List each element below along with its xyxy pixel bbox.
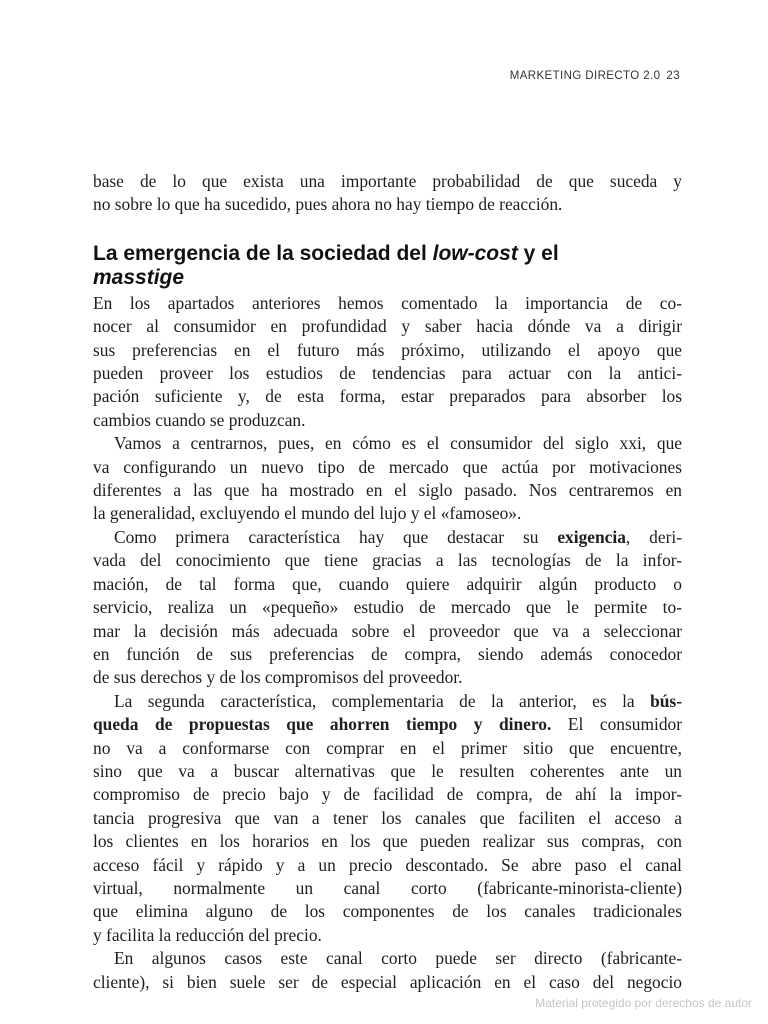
paragraph-2: [93, 432, 682, 526]
text-run: , deri-: [625, 526, 682, 547]
text-run: El consumidor: [551, 714, 682, 735]
running-head: [510, 70, 680, 82]
text-line: mación, de tal forma que, cuando quiere adquirir algún producto o: [93, 573, 682, 594]
text-line: sus preferencias en el futuro más próximo, utilizando el apoyo que: [93, 339, 682, 360]
text-line: no sobre lo que ha sucedido, pues ahora no hay tiempo de reacción.: [93, 194, 563, 215]
bold-text: queda de propuestas que ahorren tiempo y dinero.: [93, 714, 552, 735]
heading-italic-text: low-cost: [432, 241, 518, 265]
heading-text: La emergencia de la sociedad del: [93, 241, 433, 265]
text-line: tancia progresiva que van a tener los canales que faciliten el acceso a: [93, 807, 682, 828]
text-line: servicio, realiza un «pequeño» estudio de mercado que le permite to-: [93, 597, 682, 618]
copyright-watermark: Material protegido por derechos de autor: [535, 996, 752, 1010]
text-line: nocer al consumidor en profundidad y saber hacia dónde va a dirigir: [93, 316, 682, 337]
text-run: Como primera característica hay que destacar su: [114, 526, 558, 547]
text-line: base de lo que exista una importante probabilidad de que suceda y: [93, 171, 682, 191]
text-line: pación suficiente y, de esta forma, estar preparados para absorber los: [93, 386, 682, 407]
text-run: La segunda característica, complementaria de la anterior, es la: [114, 690, 651, 711]
text-line: mar la decisión más adecuada sobre el proveedor que va a seleccionar: [93, 620, 682, 641]
text-line: [93, 690, 682, 713]
text-line: En los apartados anteriores hemos comentado la importancia de co-: [93, 292, 682, 313]
text-line: virtual, normalmente un canal corto (fabricante-minorista-cliente): [93, 877, 682, 898]
text-line: y facilita la reducción del precio.: [93, 924, 322, 945]
text-line: cliente), si bien suele ser de especial aplicación en el caso del negocio: [93, 971, 682, 992]
text-line: la generalidad, excluyendo el mundo del lujo y el «famoseo».: [93, 503, 522, 524]
intro-paragraph: [93, 170, 682, 217]
text-line: va configurando un nuevo tipo de mercado que actúa por motivaciones: [93, 456, 682, 477]
text-line: compromiso de precio bajo y de facilidad de compra, de ahí la impor-: [93, 784, 682, 805]
text-line: Vamos a centrarnos, pues, en cómo es el consumidor del siglo xxi, que: [114, 433, 682, 454]
text-line: de sus derechos y de los compromisos del proveedor.: [93, 667, 463, 688]
heading-italic-text: masstige: [93, 265, 185, 289]
text-line: acceso fácil y rápido y a un precio descontado. Se abre paso el canal: [93, 854, 682, 875]
text-line: pueden proveer los estudios de tendencias para actuar con la antici-: [93, 363, 682, 384]
text-line: [93, 713, 682, 736]
text-line: en función de sus preferencias de compra, siendo además conocedor: [93, 643, 682, 664]
text-line: cambios cuando se produzcan.: [93, 409, 306, 430]
heading-text: y el: [517, 241, 559, 265]
section-heading: [93, 242, 682, 290]
bold-text: bús-: [650, 690, 682, 711]
text-line: diferentes a las que ha mostrado en el siglo pasado. Nos centraremos en: [93, 480, 682, 501]
paragraph-1: [93, 292, 682, 432]
paragraph-5: [93, 947, 682, 994]
bold-text: exigencia: [557, 526, 626, 547]
paragraph-4: [93, 690, 682, 947]
page-number: 23: [666, 70, 680, 82]
text-line: vada del conocimiento que tiene gracias a las tecnologías de la infor-: [93, 550, 682, 571]
text-line: que elimina alguno de los componentes de los canales tradicionales: [93, 901, 682, 922]
text-line: sino que va a buscar alternativas que le resulten coherentes ante un: [93, 760, 682, 781]
body-text: [93, 170, 682, 994]
running-head-title: MARKETING DIRECTO 2.0: [509, 70, 661, 82]
text-line: En algunos casos este canal corto puede ser directo (fabricante-: [114, 948, 682, 969]
text-line: los clientes en los horarios en los que pueden realizar sus compras, con: [93, 831, 682, 852]
paragraph-3: [93, 526, 682, 690]
text-line: [93, 526, 682, 549]
text-line: no va a conformarse con comprar en el primer sitio que encuentre,: [93, 737, 682, 758]
